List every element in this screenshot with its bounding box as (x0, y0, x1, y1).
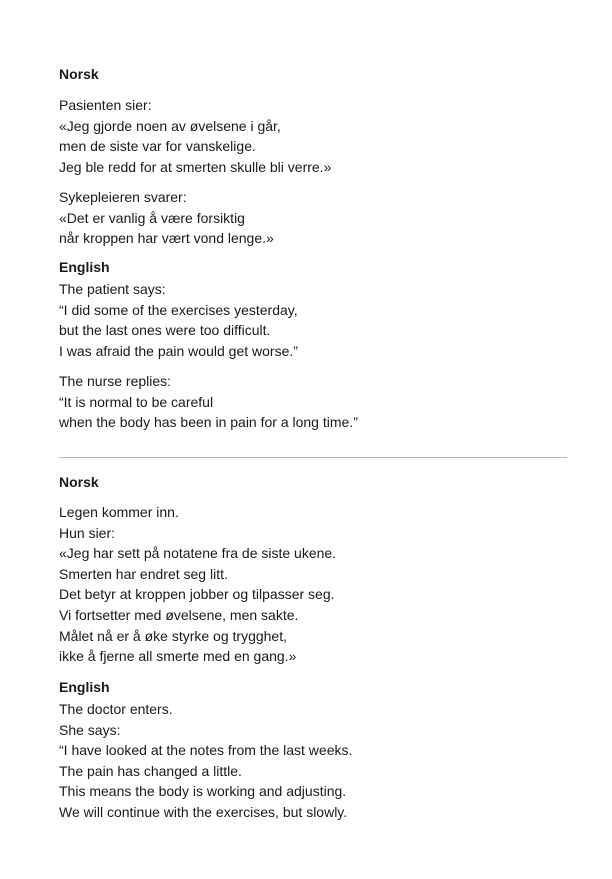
section-divider (59, 457, 567, 458)
text-line: We will continue with the exercises, but slowly. (59, 803, 348, 820)
text-line: but the last ones were too difficult. (59, 322, 271, 339)
text-line: Smerten har endret seg litt. (59, 565, 228, 582)
text-line: This means the body is working and adjusting. (59, 783, 347, 800)
text-line: Hun sier: (59, 524, 116, 541)
text-line: The patient says: (59, 281, 166, 297)
norsk-heading-1: Norsk (59, 66, 99, 82)
text-line: “It is normal to be careful (59, 393, 214, 410)
norsk-heading-2: Norsk (59, 474, 99, 490)
text-line: når kroppen har vært vond lenge.» (59, 230, 274, 247)
doctor-quote-norsk (59, 502, 336, 667)
english-heading-2: English (59, 679, 110, 695)
text-line: Målet nå er å øke styrke og trygghet, (59, 627, 287, 644)
text-line: when the body has been in pain for a long time.” (59, 414, 358, 431)
nurse-reply-norsk (59, 187, 274, 249)
text-line: Vi fortsetter med øvelsene, men sakte. (59, 606, 299, 623)
patient-quote-norsk (59, 95, 331, 177)
text-line: Legen kommer inn. (59, 504, 179, 520)
text-line: «Jeg har sett på notatene fra de siste ukene. (59, 545, 337, 562)
text-line: Det betyr at kroppen jobber og tilpasser seg. (59, 586, 335, 603)
text-line: The nurse replies: (59, 373, 172, 389)
english-heading-1: English (59, 259, 110, 275)
patient-quote-english (59, 279, 298, 361)
text-line: «Det er vanlig å være forsiktig (59, 209, 245, 226)
text-line: ikke å fjerne all smerte med en gang.» (59, 648, 297, 665)
text-line: «Jeg gjorde noen av øvelsene i går, (59, 117, 281, 134)
text-line: Pasienten sier: (59, 97, 152, 113)
text-line: men de siste var for vanskelige. (59, 138, 256, 155)
text-line: Jeg ble redd for at smerten skulle bli verre.» (59, 158, 332, 175)
text-line: The doctor enters. (59, 701, 173, 717)
doctor-quote-english (59, 699, 352, 823)
text-line: She says: (59, 721, 121, 738)
text-line: “I did some of the exercises yesterday, (59, 301, 298, 318)
text-line: Sykepleieren svarer: (59, 189, 187, 205)
text-line: I was afraid the pain would get worse.” (59, 342, 298, 359)
nurse-reply-english (59, 371, 358, 433)
text-line: The pain has changed a little. (59, 762, 242, 779)
text-line: “I have looked at the notes from the last weeks. (59, 742, 353, 759)
